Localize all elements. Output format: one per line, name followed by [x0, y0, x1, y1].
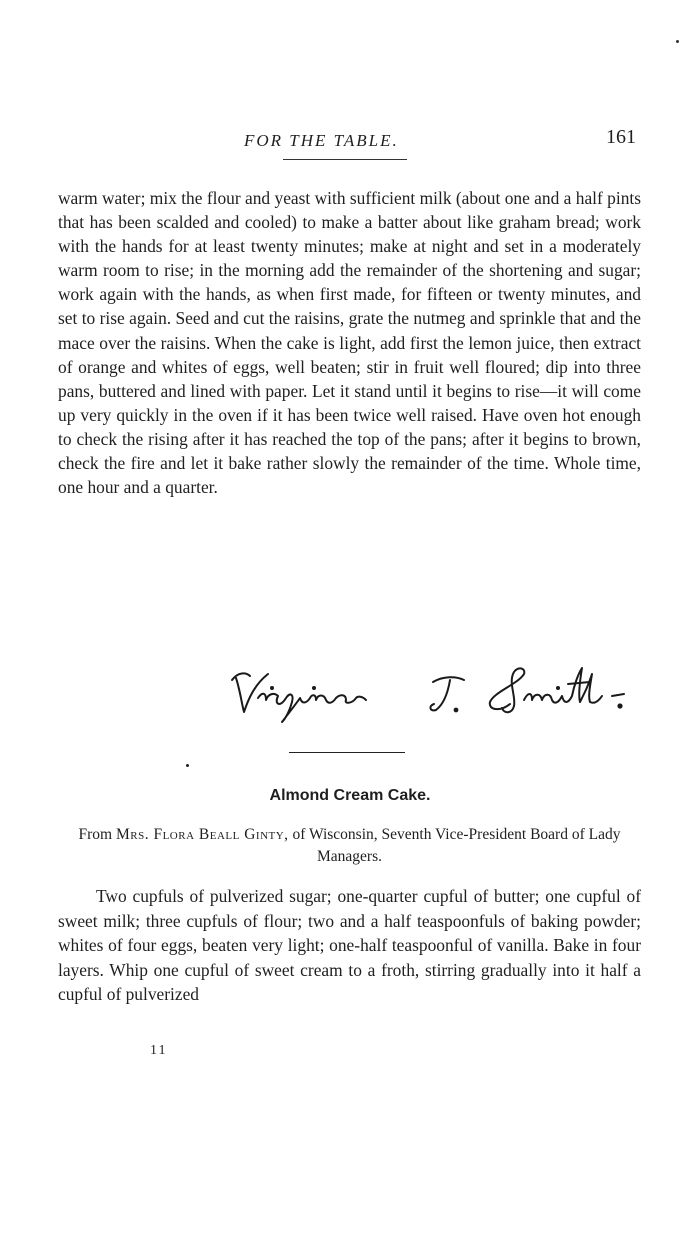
recipe-title: Almond Cream Cake. — [269, 787, 431, 804]
recipe-instructions: Two cupfuls of pulverized sugar; one-quarter cupful of butter; one cupful of sweet milk; three cupfuls of flour; two and a half teaspoonfuls of baking powder; whites of four eggs, beaten very light; one-half teaspoonful of vanilla. Bake in four layers. Whip one cupful of sweet cream to a froth, stirring gradually into it half a cupful of pulverized — [58, 886, 641, 1004]
attribution-prefix: From — [78, 826, 113, 843]
page-number: 161 — [606, 126, 636, 148]
handwritten-signature — [228, 660, 648, 730]
contributor-details: of Wisconsin, Seventh Vice-President Board of Lady Managers. — [292, 826, 621, 865]
header-rule — [283, 159, 407, 160]
running-title: FOR THE TABLE. — [244, 131, 399, 150]
recipe-attribution — [58, 824, 641, 868]
printer-signature-mark: 11 — [150, 1043, 168, 1058]
margin-speck — [676, 40, 679, 43]
running-head — [0, 126, 700, 159]
section-divider — [289, 752, 405, 753]
contributor-name: Mrs. Flora Beall Ginty, — [115, 826, 289, 843]
recipe-continuation-text: warm water; mix the flour and yeast with sufficient milk (about one and a half pints that has been scalded and cooled) to make a batter about like graham bread; work with the hands for at least twenty minutes; make at night and set in a moderately warm room to rise; in the morning add the remainder of the shortening and sugar; work again with the hands, as when first made, for fifteen or twenty minutes, and set to rise again. Seed and cut the raisins, grate the nutmeg and sprinkle that and the mace over the raisins. When the cake is light, add first the lemon juice, then extract of orange and whites of eggs, well beaten; stir in fruit well floured; dip into three pans, buttered and lined with paper. Let it stand until it begins to rise—it will come up very quickly in the oven if it has been twice well raised. Have oven hot enough to check the rising after it has reached the top of the pans; after it begins to brown, check the fire and let it bake rather slowly the remainder of the time. Whole time, one hour and a quarter. — [58, 188, 641, 498]
stray-mark — [186, 764, 189, 767]
